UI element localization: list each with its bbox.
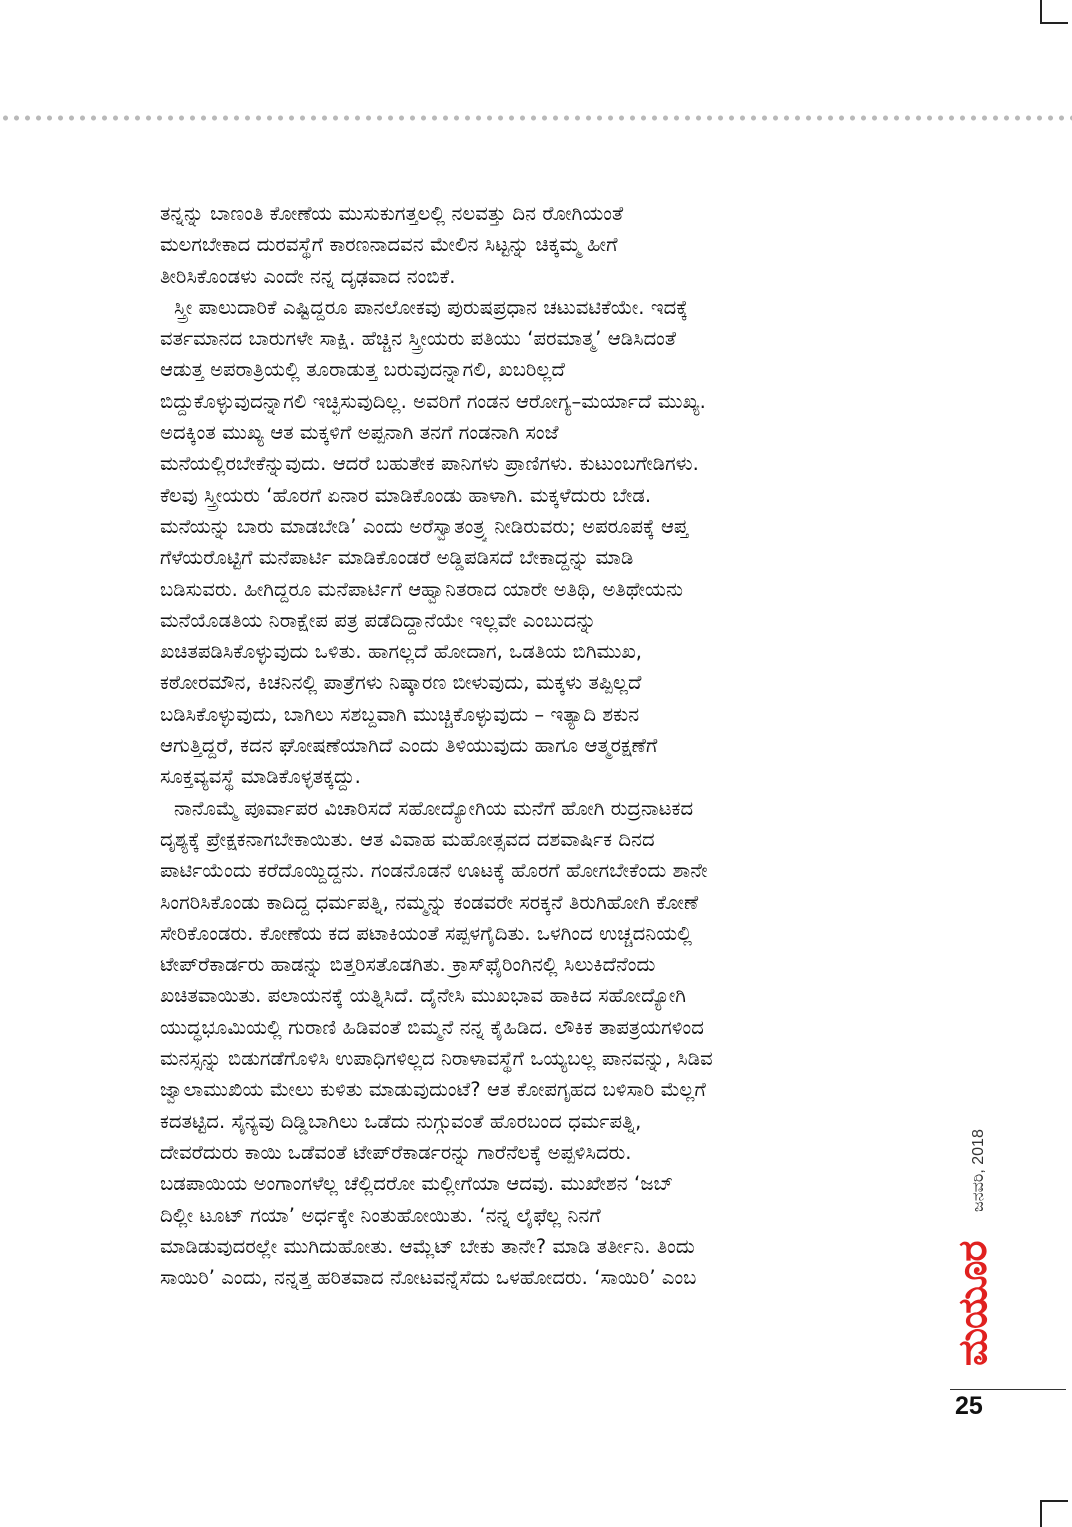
article-line: ಮಾಡಿಡುವುದರಲ್ಲೇ ಮುಗಿದುಹೋತು. ಆಮ್ಲೆಟ್ ಬೇಕು ತಾನೇ? ಮಾಡಿ ತರ್ತೀನಿ. ತಿಂದು <box>160 1234 695 1258</box>
article-line: ಸೇರಿಕೊಂಡರು. ಕೋಣೆಯ ಕದ ಪಟಾಕಿಯಂತೆ ಸಪ್ಪಳಗೈದಿತು. ಒಳಗಿಂದ ಉಚ್ಚದನಿಯಲ್ಲಿ <box>160 921 693 945</box>
crop-mark-bottom <box>1040 1500 1068 1527</box>
article-line: ಕದತಟ್ಟಿದ. ಸೈನ್ಯವು ದಿಡ್ಡಿಬಾಗಿಲು ಒಡೆದು ನುಗ್ಗುವಂತೆ ಹೊರಬಂದ ಧರ್ಮಪತ್ನಿ, <box>160 1109 642 1133</box>
article-line: ಸೂಕ್ತವ್ಯವಸ್ಥೆ ಮಾಡಿಕೊಳ್ಳತಕ್ಕದ್ದು. <box>160 765 361 789</box>
article-line: ವರ್ತಮಾನದ ಬಾರುಗಳೇ ಸಾಕ್ಷಿ. ಹೆಚ್ಚಿನ ಸ್ತ್ರೀಯರು ಪತಿಯು ‘ಪರಮಾತ್ಮ’ ಆಡಿಸಿದಂತೆ <box>160 327 677 351</box>
article-line: ಬಡಪಾಯಿಯ ಅಂಗಾಂಗಳೆಲ್ಲ ಚೆಲ್ಲಿದರೋ ಮಲ್ಲೀಗೆಯಾ ಆದವು. ಮುಖೇಶನ ‘ಜಬ್ <box>160 1172 674 1196</box>
article-line: ಪಾರ್ಟಿಯೆಂದು ಕರೆದೊಯ್ದಿದ್ದನು. ಗಂಡನೊಡನೆ ಊಟಕ್ಕೆ ಹೊರಗೆ ಹೋಗಬೇಕೆಂದು ಶಾನೇ <box>160 859 708 883</box>
article-line: ಕೆಲವು ಸ್ತ್ರೀಯರು ‘ಹೊರಗೆ ಏನಾರ ಮಾಡಿಕೊಂಡು ಹಾಳಾಗಿ. ಮಕ್ಕಳೆದುರು ಬೇಡ. <box>160 483 652 507</box>
article-line-paragraph-start: ನಾನೊಮ್ಮೆ ಪೂರ್ವಾಪರ ವಿಚಾರಿಸದೆ ಸಹೋದ್ಯೋಗಿಯ ಮನೆಗೆ ಹೋಗಿ ರುದ್ರನಾಟಕದ <box>174 796 694 820</box>
folio-rule <box>950 1389 1066 1390</box>
article-line: ತನ್ನನ್ನು ಬಾಣಂತಿ ಕೋಣೆಯ ಮುಸುಕುಗತ್ತಲಲ್ಲಿ ನಲವತ್ತು ದಿನ ರೋಗಿಯಂತೆ <box>160 202 624 225</box>
issue-date: ಜನವರಿ, 2018 <box>970 1129 987 1213</box>
article-line-paragraph-start: ಸ್ತ್ರೀ ಪಾಲುದಾರಿಕೆ ಎಷ್ಟಿದ್ದರೂ ಪಾನಲೋಕವು ಪುರುಷಪ್ರಧಾನ ಚಟುವಟಿಕೆಯೇ. ಇದಕ್ಕೆ <box>174 295 688 319</box>
article-line: ಮನಸ್ಸನ್ನು ಬಿಡುಗಡೆಗೊಳಿಸಿ ಉಪಾಧಿಗಳಿಲ್ಲದ ನಿರಾಳಾವಸ್ಥೆಗೆ ಒಯ್ಯಬಲ್ಲ ಪಾನವನ್ನು, ಸಿಡಿವ <box>160 1047 713 1071</box>
article-line: ಗೆಳೆಯರೊಟ್ಟಿಗೆ ಮನೆಪಾರ್ಟಿ ಮಾಡಿಕೊಂಡರೆ ಅಡ್ಡಿಪಡಿಸದೆ ಬೇಕಾದ್ದನ್ನು ಮಾಡಿ <box>160 546 634 570</box>
dotted-header-rule <box>0 114 1072 122</box>
article-body <box>160 198 920 1293</box>
page-number: 25 <box>955 1392 983 1420</box>
article-line: ಜ್ವಾಲಾಮುಖಿಯ ಮೇಲು ಕುಳಿತು ಮಾಡುವುದುಂಟೆ? ಆತ ಕೋಪಗೃಹದ ಬಳಿಸಾರಿ ಮೆಲ್ಲಗೆ <box>160 1078 706 1102</box>
article-line: ಅದಕ್ಕಿಂತ ಮುಖ್ಯ ಆತ ಮಕ್ಕಳಿಗೆ ಅಪ್ಪನಾಗಿ ತನಗೆ ಗಂಡನಾಗಿ ಸಂಜೆ <box>160 421 559 445</box>
article-line: ತೀರಿಸಿಕೊಂಡಳು ಎಂದೇ ನನ್ನ ದೃಢವಾದ ನಂಬಿಕೆ. <box>160 264 456 288</box>
article-line: ಮಲಗಬೇಕಾದ ದುರವಸ್ಥೆಗೆ ಕಾರಣನಾದವನ ಮೇಲಿನ ಸಿಟ್ಟನ್ನು ಚಿಕ್ಕಮ್ಮ ಹೀಗೆ <box>160 233 618 257</box>
article-line: ಕಠೋರಮೌನ, ಕಿಚನಿನಲ್ಲಿ ಪಾತ್ರೆಗಳು ನಿಷ್ಕಾರಣ ಬೀಳುವುದು, ಮಕ್ಕಳು ತಪ್ಪಿಲ್ಲದೆ <box>160 671 642 695</box>
article-line: ಖಚಿತಪಡಿಸಿಕೊಳ್ಳುವುದು ಒಳಿತು. ಹಾಗಲ್ಲದೆ ಹೋದಾಗ, ಒಡತಿಯ ಬಿಗಿಮುಖ, <box>160 640 643 664</box>
article-line: ದಿಲ್ಲೀ ಟೂಟ್ ಗಯಾ’ ಅರ್ಧಕ್ಕೇ ನಿಂತುಹೋಯಿತು. ‘ನನ್ನ ಲೈಫೆಲ್ಲ ನಿನಗೆ <box>160 1203 601 1227</box>
article-line: ದೇವರೆದುರು ಕಾಯಿ ಒಡೆವಂತೆ ಟೇಪ್‌ರೆಕಾರ್ಡರನ್ನು ಗಾರೆನೆಲಕ್ಕೆ ಅಪ್ಪಳಿಸಿದರು. <box>160 1140 632 1164</box>
article-line: ಸಾಯಿರಿ’ ಎಂದು, ನನ್ನತ್ತ ಹರಿತವಾದ ನೋಟವನ್ನೆಸೆದು ಒಳಹೋದರು. ‘ಸಾಯಿರಿ’ ಎಂಬ <box>160 1266 697 1290</box>
article-line: ಮನೆಯನ್ನು ಬಾರು ಮಾಡಬೇಡಿ’ ಎಂದು ಅರೆಸ್ವಾತಂತ್ರ್ಯ ನೀಡಿರುವರು; ಅಪರೂಪಕ್ಕೆ ಆಪ್ತ <box>160 514 689 538</box>
article-line: ಯುದ್ಧಭೂಮಿಯಲ್ಲಿ ಗುರಾಣಿ ಹಿಡಿವಂತೆ ಬಿಮ್ಮನೆ ನನ್ನ ಕೈಹಿಡಿದ. ಲೌಕಿಕ ತಾಪತ್ರಯಗಳಿಂದ <box>160 1015 704 1039</box>
article-line: ಸಿಂಗರಿಸಿಕೊಂಡು ಕಾದಿದ್ದ ಧರ್ಮಪತ್ನಿ, ನಮ್ಮನ್ನು ಕಂಡವರೇ ಸರಕ್ಕನೆ ತಿರುಗಿಹೋಗಿ ಕೋಣೆ <box>160 890 699 914</box>
article-line: ಖಚಿತವಾಯಿತು. ಪಲಾಯನಕ್ಕೆ ಯತ್ನಿಸಿದೆ. ದೈನೇಸಿ ಮುಖಭಾವ ಹಾಕಿದ ಸಹೋದ್ಯೋಗಿ <box>160 984 687 1008</box>
magazine-logo: ಮಯೂರ <box>950 1241 996 1367</box>
article-line: ಆಗುತ್ತಿದ್ದರೆ, ಕದನ ಘೋಷಣೆಯಾಗಿದೆ ಎಂದು ತಿಳಿಯುವುದು ಹಾಗೂ ಆತ್ಮರಕ್ಷಣೆಗೆ <box>160 734 658 758</box>
article-line: ದೃಶ್ಯಕ್ಕೆ ಪ್ರೇಕ್ಷಕನಾಗಬೇಕಾಯಿತು. ಆತ ವಿವಾಹ ಮಹೋತ್ಸವದ ದಶವಾರ್ಷಿಕ ದಿನದ <box>160 827 655 851</box>
article-line: ಬಡಿಸಿಕೊಳ್ಳುವುದು, ಬಾಗಿಲು ಸಶಬ್ದವಾಗಿ ಮುಚ್ಚಿಕೊಳ್ಳುವುದು – ಇತ್ಯಾದಿ ಶಕುನ <box>160 702 640 726</box>
article-line: ಮನೆಯೊಡತಿಯ ನಿರಾಕ್ಷೇಪ ಪತ್ರ ಪಡೆದಿದ್ದಾನೆಯೇ ಇಲ್ಲವೇ ಎಂಬುದನ್ನು <box>160 608 597 632</box>
article-line: ಆಡುತ್ತ ಅಪರಾತ್ರಿಯಲ್ಲಿ ತೂರಾಡುತ್ತ ಬರುವುದನ್ನಾಗಲಿ, ಖಬರಿಲ್ಲದೆ <box>160 358 565 382</box>
article-line: ಟೇಪ್‌ರೆಕಾರ್ಡರು ಹಾಡನ್ನು ಬಿತ್ತರಿಸತೊಡಗಿತು. ಕ್ರಾಸ್‌ಫೈರಿಂಗಿನಲ್ಲಿ ಸಿಲುಕಿದೆನೆಂದು <box>160 953 656 977</box>
crop-mark-top <box>1040 0 1068 24</box>
article-line: ಬಿದ್ದುಕೊಳ್ಳುವುದನ್ನಾಗಲಿ ಇಚ್ಛಿಸುವುದಿಲ್ಲ. ಅವರಿಗೆ ಗಂಡನ ಆರೋಗ್ಯ–ಮರ್ಯಾದೆ ಮುಖ್ಯ. <box>160 389 706 413</box>
article-line: ಮನೆಯಲ್ಲಿರಬೇಕೆನ್ನುವುದು. ಆದರೆ ಬಹುತೇಕ ಪಾನಿಗಳು ಪ್ರಾಣಿಗಳು. ಕುಟುಂಬಗೇಡಿಗಳು. <box>160 452 699 476</box>
article-line: ಬಡಿಸುವರು. ಹೀಗಿದ್ದರೂ ಮನೆಪಾರ್ಟಿಗೆ ಆಹ್ವಾನಿತರಾದ ಯಾರೇ ಅತಿಥಿ, ಅತಿಥೇಯನು <box>160 577 684 601</box>
